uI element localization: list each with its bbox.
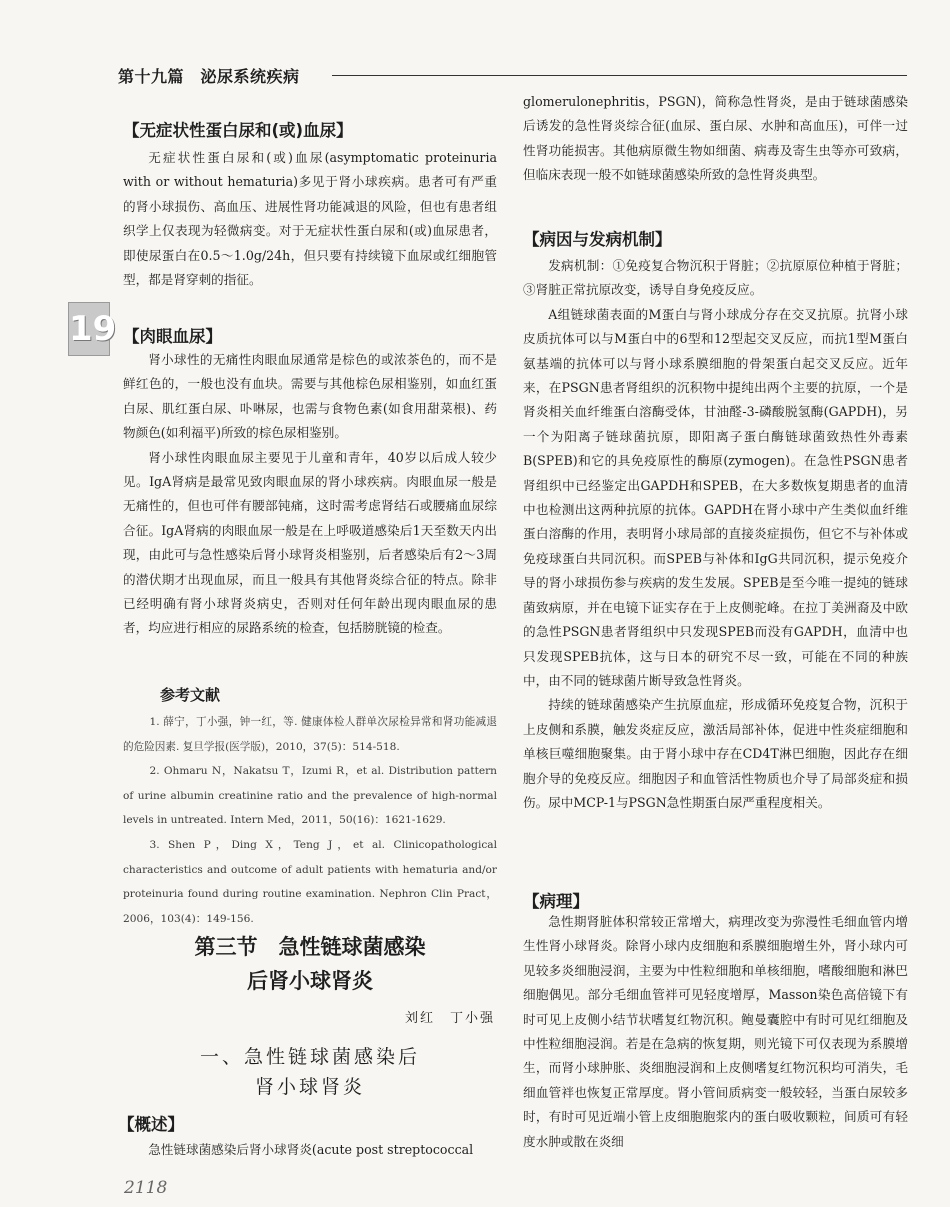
page-number: 2118	[124, 1178, 168, 1198]
reference-item: 3. Shen P，Ding X，Teng J，et al. Clinicopathological characteristics and outcome of adult patients with hematuria and/or proteinuria found during routine examination. Nephron Clin Pract，2006，103(4)：149-156.	[123, 838, 497, 925]
paragraph-continuation	[523, 90, 908, 188]
section-heading-etiology: 【病因与发病机制】	[523, 230, 672, 249]
section-title-line: 第三节 急性链球菌感染	[194, 935, 426, 959]
section-heading-overview: 【概述】	[118, 1115, 184, 1134]
running-head: 第十九篇 泌尿系统疾病	[118, 67, 300, 86]
authors: 刘红 丁小强	[404, 1011, 495, 1026]
reference-item: 1. 薛宁，丁小强，钟一红，等. 健康体检人群单次尿检异常和肾功能减退的危险因素. 复旦学报(医学版)，2010，37(5)：514-518.	[123, 716, 497, 753]
chapter-tab: 19	[68, 302, 110, 356]
paragraph-overview	[123, 1138, 497, 1162]
references-title: 参考文献	[160, 686, 221, 704]
paragraph-asymptomatic	[123, 146, 497, 292]
body-paragraph: 急性链球菌感染后肾小球肾炎(acute post streptococcal	[148, 1142, 474, 1157]
section-heading-asymptomatic: 【无症状性蛋白尿和(或)血尿】	[123, 121, 353, 140]
body-paragraph: 发病机制：①免疫复合物沉积于肾脏；②抗原原位种植于肾脏；③肾脏正常抗原改变，诱导自身免疫反应。	[523, 258, 908, 298]
subsection-title-line: 一、急性链球菌感染后	[199, 1046, 420, 1068]
reference-item: 2. Ohmaru N，Nakatsu T，Izumi R，et al. Distribution pattern of urine albumin creatinine ratio and the prevalence of high-normal levels in untreated. Intern Med，2011，50(16)：1621-1629.	[123, 765, 497, 827]
header-rule	[332, 75, 907, 76]
body-paragraph: A组链球菌表面的M蛋白与肾小球成分存在交叉抗原。抗肾小球皮质抗体可以与M蛋白中的6型和12型起交叉反应，而抗1型M蛋白氨基端的抗体可以与肾小球系膜细胞的骨架蛋白起交叉反应。近年来，在PSGN患者肾组织的沉积物中提纯出两个主要的抗原，一个是肾炎相关血纤维蛋白溶酶受体，甘油醛-3-磷酸脱氢酶(GAPDH)，另一个为阳离子链球菌抗原，即阳离子蛋白酶链球菌致热性外毒素B(SPEB)和它的具免疫原性的酶原(zymogen)。在急性PSGN患者肾组织中已经鉴定出GAPDH和SPEB，在大多数恢复期患者的血清中也检测出这两种抗原的抗体。GAPDH在肾小球中产生类似血纤维蛋白溶酶的作用，表明肾小球局部的直接炎症损伤，但它不与补体或免疫球蛋白共同沉积。而SPEB与补体和IgG共同沉积，提示免疫介导的肾小球损伤参与疾病的发生发展。SPEB是至今唯一提纯的链球菌致病原，并在电镜下证实存在于上皮侧驼峰。在拉丁美洲裔及中欧的急性PSGN患者肾组织中只发现SPEB而没有GAPDH，血清中也只发现SPEB抗体，这与日本的研究不尽一致，可能在不同的种族中，由不同的链球菌片断导致急性肾炎。	[523, 306, 908, 688]
paragraph-pathology	[523, 910, 908, 1154]
paragraph-group-gross-hematuria	[123, 348, 497, 641]
paragraph-group-etiology	[523, 254, 908, 815]
subsection-title	[123, 1042, 497, 1102]
section-title-line: 后肾小球肾炎	[247, 969, 373, 993]
reference-list	[123, 710, 497, 931]
body-paragraph: glomerulonephritis，PSGN)，简称急性肾炎，是由于链球菌感染后诱发的急性肾炎综合征(血尿、蛋白尿、水肿和高血压)，可伴一过性肾功能损害。其他病原微生物如细菌、病毒及寄生虫等亦可致病，但临床表现一般不如链球菌感染所致的急性肾炎典型。	[523, 94, 908, 183]
body-paragraph: 无症状性蛋白尿和(或)血尿(asymptomatic proteinuria with or without hematuria)多见于肾小球疾病。患者可有严重的肾小球损伤、高血压、进展性肾功能减退的风险，但也有患者组织学上仅表现为轻微病变。对于无症状性蛋白尿和(或)血尿患者，即使尿蛋白在0.5～1.0g/24h，但只要有持续镜下血尿或红细胞管型，都是肾穿刺的指征。	[123, 150, 497, 288]
body-paragraph: 肾小球性肉眼血尿主要见于儿童和青年，40岁以后成人较少见。IgA肾病是最常见致肉眼血尿的肾小球疾病。肉眼血尿一般是无痛性的，但也可伴有腰部钝痛，这时需考虑肾结石或腰痛血尿综合征。IgA肾病的肉眼血尿一般是在上呼吸道感染后1天至数天内出现，由此可与急性感染后肾小球肾炎相鉴别，后者感染后有2～3周的潜伏期才出现血尿，而且一般具有其他肾炎综合征的特点。除非已经明确有肾小球肾炎病史，否则对任何年龄出现肉眼血尿的患者，均应进行相应的尿路系统的检查，包括膀胱镜的检查。	[123, 449, 497, 636]
body-paragraph: 急性期肾脏体积常较正常增大，病理改变为弥漫性毛细血管内增生性肾小球肾炎。除肾小球内皮细胞和系膜细胞增生外，肾小球内可见较多炎细胞浸润，主要为中性粒细胞和单核细胞，嗜酸细胞和淋巴细胞偶见。部分毛细血管袢可见轻度增厚，Masson染色高倍镜下有时可见上皮侧小结节状嗜复红物沉积。鲍曼囊腔中有时可见红细胞及中性粒细胞浸润。若是在急病的恢复期，则光镜下可仅表现为系膜增生，而肾小球肿胀、炎细胞浸润和上皮侧嗜复红物沉积均可消失，毛细血管袢也恢复正常厚度。肾小管间质病变一般较轻，当蛋白尿较多时，有时可见近端小管上皮细胞胞浆内的蛋白吸收颗粒，间质可有轻度水肿或散在炎细	[523, 914, 908, 1149]
section-heading-pathology: 【病理】	[523, 892, 589, 911]
subsection-title-line: 肾小球肾炎	[254, 1076, 365, 1098]
section-heading-gross-hematuria: 【肉眼血尿】	[123, 327, 222, 346]
section-title	[123, 930, 497, 998]
body-paragraph: 肾小球性的无痛性肉眼血尿通常是棕色的或浓茶色的，而不是鲜红色的，一般也没有血块。需要与其他棕色尿相鉴别，如血红蛋白尿、肌红蛋白尿、卟啉尿，也需与食物色素(如食用甜菜根)、药物颜色(如利福平)所致的棕色尿相鉴别。	[123, 352, 497, 441]
body-paragraph: 持续的链球菌感染产生抗原血症，形成循环免疫复合物，沉积于上皮侧和系膜，触发炎症反应，激活局部补体，促进中性炎症细胞和单核巨噬细胞聚集。由于肾小球中存在CD4T淋巴细胞，因此存在细胞介导的免疫反应。细胞因子和血管活性物质也介导了局部炎症和损伤。尿中MCP-1与PSGN急性期蛋白尿严重程度相关。	[523, 697, 908, 810]
